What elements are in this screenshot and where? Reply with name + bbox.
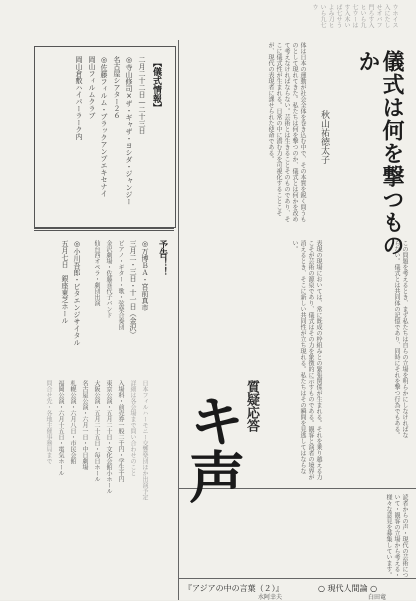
yokoku-item-2-date: 五月七日 銀座東芝ホール [61, 240, 69, 324]
bottom-rule [178, 578, 416, 579]
shimeji-title: キ声 [180, 392, 246, 504]
left-faint-text-4: 東京公演・五月二十日・文化会館小ホール [105, 380, 112, 494]
left-faint-text-1: 日本フィルハーモニー交響楽団ほか出演予定 [141, 380, 148, 500]
yokoku-filler-1: ピアノ・ギター・歌・弦楽合奏団 [117, 240, 124, 330]
left-faint-text-6: 名古屋公演・六月一日・中日劇場 [81, 380, 88, 470]
yokoku-filler-2: 金沢劇場・佐藤喜代子バンド [105, 240, 112, 318]
notice-event-2-org: 岡山フィルムクラブ [88, 56, 96, 119]
notice-event-2-venue: 岡山倉敷ハイパーラーク内 [75, 56, 83, 140]
lower-body-right: 読者からの声・現代の芸術について・観客の立場から考える・様々な意見を募集しています。 [385, 494, 408, 578]
bottom-left-title: 『アジアの中の言葉（２）』 [184, 584, 284, 593]
article-title: 儀式は何を撃つものか [355, 50, 405, 257]
left-faint-text-8: 福岡公演・六月十五日・電気ホール [57, 380, 64, 476]
show-through-text: ウホイス入にたしせオバフ門ろす入ヒいら九七ウーはす入木いぱ七サうよみ刀ヒいら九七ウ [311, 4, 398, 28]
article-body-middle: 表現の現場においては、常に既成の枠組みとの緊張関係が生まれる。それを乗り越える力こそが芸術の源泉であり、儀式はその力を象徴的に示すものである。観客と演者の境界が消えるとき、そこに新しい共同性が立ち現れる。私たちはその瞬間を見逃してはならない。 [291, 240, 322, 480]
left-faint-text-2: 詳細は各会場まで問い合わせのこと [129, 380, 136, 476]
column-divider [178, 40, 179, 600]
notice-title: 【儀式情報】 [151, 58, 161, 112]
left-faint-text-7: 札幌公演・六月八日・市民会館 [69, 380, 76, 464]
notice-dates: 二月二十二日—二十三日 [138, 56, 146, 134]
notice-event-1-venue: 名古屋シアター２６ [113, 56, 121, 119]
yokoku-item-1-date: 三月二・三日・十一日（金沢） [129, 240, 137, 338]
notice-event-1: ◎寺山修司×ザ・ギャザ・ヨシダ・ジャンジー [125, 56, 133, 205]
left-faint-text-9: 問合せ先・各地主催事務局まで [45, 380, 52, 464]
bottom-right-title: ○ 現代人間論 ○ [318, 584, 378, 593]
bottom-right-author: 白田竜 [368, 594, 387, 601]
article-body-right: この問題を考えるとき、まず私たちは自らの立場を明らかにしなければならない。儀式とは共同体の記憶であり、同時にそれを撃つ行為でもある。 [393, 240, 408, 438]
notice-event-2: ◎佐藤フィルム・ブラックアンプエキセナイ [100, 56, 108, 197]
shimeji-subtitle: 質疑応答 [244, 380, 259, 432]
left-faint-text-5: 大阪公演・五月二十五日・毎日ホール [93, 380, 100, 482]
yokoku-rule [34, 228, 174, 231]
yokoku-header: 予告！！ [157, 240, 167, 276]
yokoku-item-2: ◎小川吾郎・ビタエンジサイタル [73, 240, 81, 346]
bottom-left-author: 水阿幸夫 [258, 594, 283, 601]
article-author: 秋山祐徳太子 [319, 110, 329, 164]
yokoku-item-1: ◎万博ＢＡ・宮前真市 [141, 240, 149, 311]
article-body-upper: 体は日本の運動が社会全体を巻き込む中で、その本質を鋭く問うものとして現れてきた。私たちは何を撃つのか、儀式とは何かを改めて考えなければならない。芸術とは生きることそのものであり、そこに儀式性が生まれる。日常の中に潜む力を可視化することこそが、現代の表現者に課せられた使命である。 [267, 42, 306, 222]
yokoku-filler-3: 仙台西オペラ・劇団出演 [93, 240, 100, 306]
left-faint-text-3: 入場料・前売券一般二千円・学生千円 [117, 380, 124, 482]
